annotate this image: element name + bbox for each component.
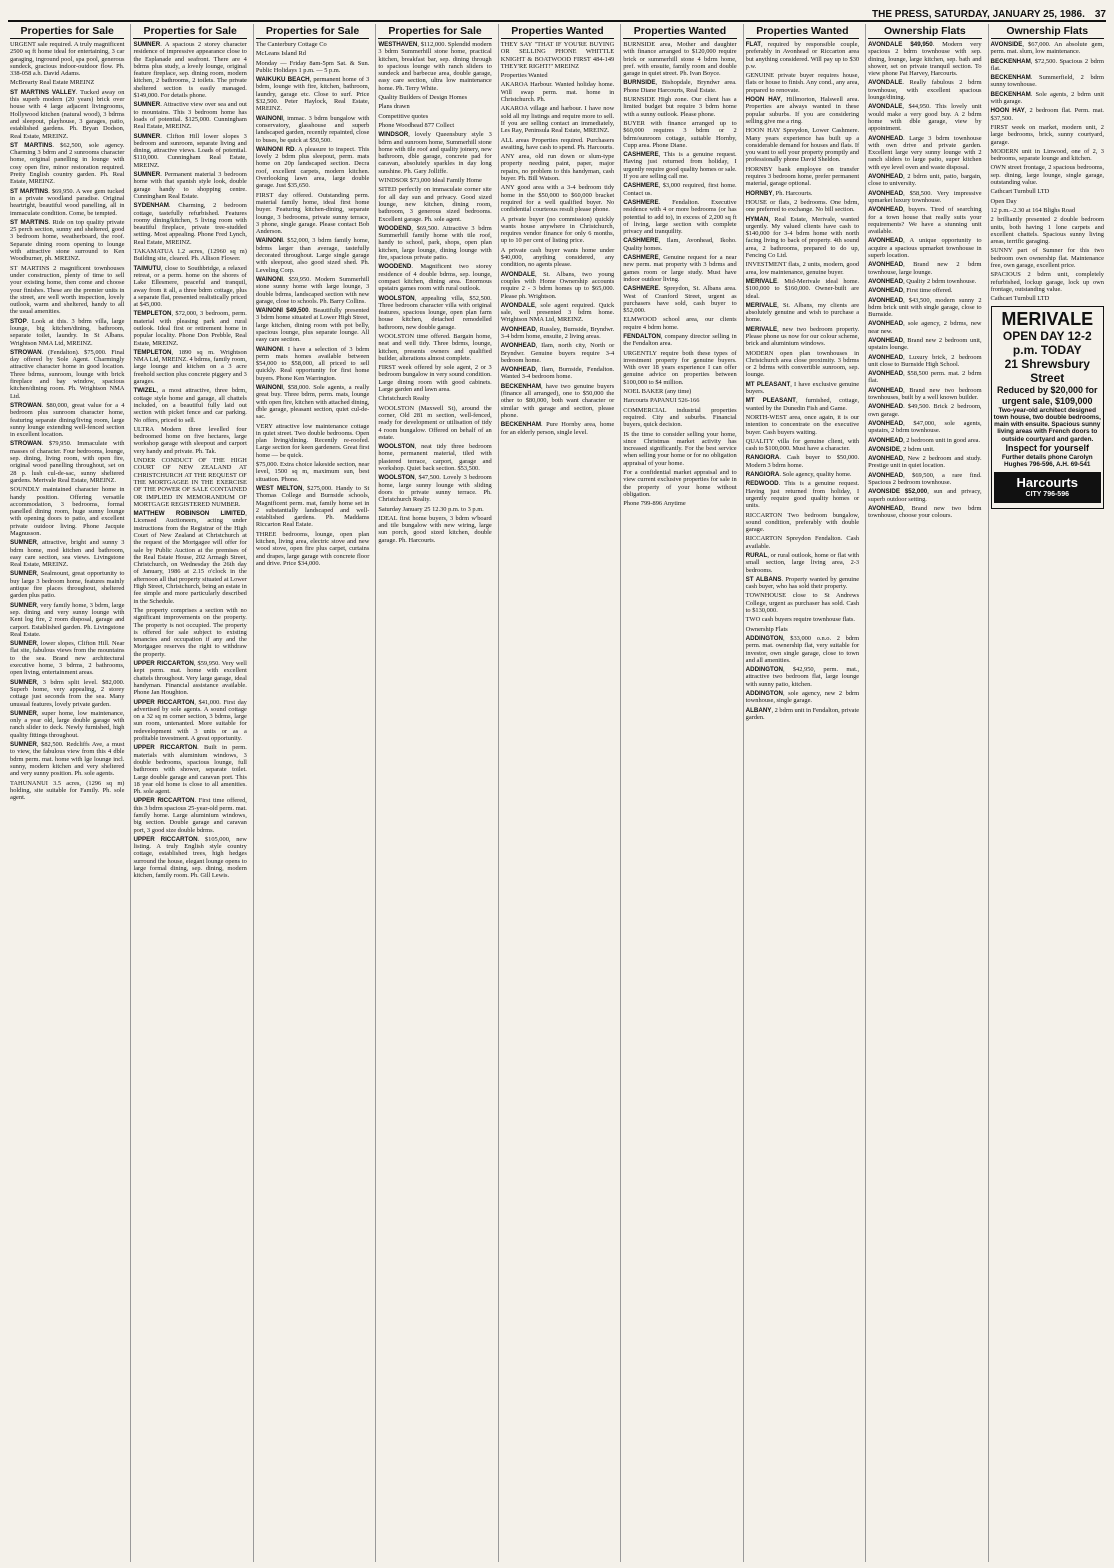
classified-ad: Cathcart Turnbull LTD	[990, 188, 1050, 196]
classified-ad: AVONSIDE $52,000, sun and privacy, superb outdoor setting.	[868, 488, 982, 503]
classified-ad: WAINONI, immac. 3 bdrm bungalow with conservatory, glasshouse and superb landscaped garden, recently repainted, close to buses, be quick at $50,500.	[255, 114, 370, 144]
classified-ad: SUMNER, Sealmount, great opportunity to buy large 3 bedroom home, features mainly antique fire places throughout, sheltered garden plus patio.	[10, 570, 125, 600]
classified-ad: UPPER RICCARTON, $41,000. First day advertised by sole agents. A sound cottage on a 32 sq m corner section, 3 bdrms, large sun room, untenanted. More suitable for redevelopment with 3 units or as a profitable investment. A great opportunity.	[133, 698, 247, 743]
classified-ad: SYDENHAM. Charming, 2 bedroom cottage, tastefully refurbished. Features roomy dining/kitchen, 5 living room with beautiful fireplace, private tree-studded setting. Most appealing. Phone Fred Lynch, Real Estate, MREINZ.	[133, 202, 247, 246]
classified-ad: MODERN open plan townhouses in Christchurch area close proximity. 3 bdrms or 2 bdrms with convertible sunroom, sep. lounge.	[745, 349, 860, 379]
classified-ad: MERIVALE. Mid-Merivale ideal home. $100,000 to $160,000. Owner-built are ideal.	[745, 277, 860, 300]
classified-ad: NORTH-WEST area, once again, it is our intention to concentrate on the executive buyer. Cash buyers waiting.	[745, 413, 860, 436]
column-7	[743, 24, 861, 1562]
classified-ad: 12 p.m.–2.30 at 164 Blighs Road	[990, 206, 1076, 214]
column-heading: Properties for Sale	[378, 24, 491, 39]
classified-ad: ALL areas Properties required. Purchasers awaiting, have cash to spend. Ph. Harcourts.	[500, 136, 615, 151]
classified-ad: Phone 799-896 Anytime	[623, 500, 686, 508]
classified-ad: SITED perfectly on immaculate corner site for all day sun and privacy. Good sized lounge, new kitchen, dining room, bathroom, 3 generous sized bedrooms. Excellent garage. Ph. sole agent.	[378, 186, 492, 223]
classified-ad: ELMWOOD school area, our clients require 4 bdrm home.	[623, 316, 737, 331]
classified-ad: SUMNER. Attractive view over sea and out to mountains. This 3 bedroom home has loads of potential. $125,000. Cunningham Real Estate, MREINZ.	[133, 101, 247, 131]
classified-ad: WEST MELTON, $275,000. Handy to St Thomas College and Burnside schools, Magnificent perm. mat, family home set in 2 substantially landscaped and well-established gardens. Ph. Maddams Riccarton Real Estate.	[255, 484, 370, 529]
merivale-reduced: Reduced by $20,000 for urgent sale, $109,000	[996, 384, 1098, 406]
classified-ad: BECKENHAM, have two genuine buyers (finance all arranged), one to $50,000 the other to $80,000, both want character or similar with garage and section, please phone.	[500, 382, 615, 419]
classified-ad: HOON HAY Spreydon, Lower Cashmere. Many years experience has built up a considerable demand for houses and flats. If you want to sell your property promptly and professionally phone David Sheldon.	[745, 127, 860, 164]
classified-ad: AVONDALE, $44,950. This lovely unit would make a very good buy. A 2 bdrm home with dble garage, view by appointment.	[868, 103, 982, 133]
classified-ad: McBrearty Real Estate MREINZ	[10, 79, 95, 87]
classified-ad: SUMNER. Clifton Hill lower slopes 3 bedroom and sunroom, separate living and dining, attractive views. Loads of potential. $110,000. Cunningham Real Estate, MREINZ.	[133, 132, 247, 169]
classified-ad: Phone Woodhead 877 Collect	[378, 121, 455, 129]
classified-ad: RICCARTON Two bedroom bungalow, sound condition, preferably with double garage.	[745, 511, 860, 534]
classified-ad: BURNSIDE area, Mother and daughter with finance arranged to $120,000 require brick or summerhill stone 4 bdrm home, pref. with ensuite, family room and double garage in quiet street. Ph. Ivan Boyce.	[623, 41, 737, 78]
classified-ad: WOOLSTON, $47,500. Lovely 3 bedroom home, large sunny lounge with sliding doors to private sunny terrace. Ph. Christchurch Realty.	[378, 474, 492, 504]
merivale-inspect: Inspect for yourself	[1005, 442, 1090, 453]
classified-ad: AVONHEAD, A unique opportunity to acquire a spacious upmarket townhouse in superb location.	[868, 237, 982, 260]
classified-ad: TAHUNANUI 3.5 acres, (1296 sq m) holding, site suitable for Family. Ph. sole agent.	[10, 779, 125, 802]
classified-ad: TAKAMATUA 1.2 acres, (12960 sq m) Building site, cleared. Ph. Allison Flower.	[133, 248, 247, 263]
classified-ad: HOUSE or flats, 2 bedrooms. One bdrm, one preferred to exchange. No bill section.	[745, 198, 860, 214]
classified-ad: CASHMERE, This is a genuine request. Having just returned from holiday, I urgently require good quality homes or sale. If you are selling call me.	[623, 151, 737, 181]
classified-ad: AVONHEAD, Brand new 2 bedroom unit, upstairs lounge.	[868, 336, 982, 352]
column-heading: Properties Wanted	[501, 24, 614, 39]
classified-ad: FIRST week on market, modern unit, 2 large bedrooms, brick, sunny courtyard, garage.	[990, 123, 1104, 146]
column-heading: Ownership Flats	[868, 24, 981, 39]
classified-ad: ST MARTINS. $62,500, sole agency. Charming 3 bdrm and 2 sunrooms character home, original panelling in lounge with cosy open fire, minor restoration required. Pretty English country garden. Ph. Real Estate, MREINZ.	[10, 141, 125, 186]
classified-ad: Open Day	[990, 197, 1017, 205]
classified-ad: ALBANY, 2 bdrm unit in Fendalton, private garden.	[745, 706, 860, 721]
merivale-contact: Further details phone Carolyn Hughes 796-596, A.H. 69-541	[1001, 453, 1093, 469]
classified-ad: AVONHEAD, New 2 bedroom and study. Prestige unit in quiet location.	[868, 455, 982, 470]
classified-ad: OWN street frontage, 2 spacious bedrooms, sep. dining, large lounge, single garage, outstanding value.	[990, 164, 1104, 187]
classified-ad: BURNSIDE High zone. Our client has a limited budget but require 3 bdrm home with a sunny outlook. Please phone.	[623, 96, 737, 118]
classified-ad: COMMERCIAL industrial properties required. City and suburbs. Financial buyers, quick decision.	[623, 406, 737, 429]
column-heading: Properties Wanted	[623, 24, 736, 39]
classified-ad: STROWAN. $80,000, great value for a 4 bedroom plus sunroom character home, featuring separate dining/living room, large sunny lounge extending well-fenced section in excellent location.	[10, 401, 125, 439]
column-4	[375, 24, 493, 1562]
classified-ad: SOUNDLY maintained character home in handy position. Offering versatile accommodation, 3 bedrooms, formal panelled dining room, huge sunny lounge with opening doors to patio, and excellent private outdoor living. Phone Jacquie Magnusson.	[10, 486, 125, 537]
classified-ad: REDWOOD. This is a genuine request. Having just returned from holiday, I urgently require good quality homes or units.	[745, 480, 860, 510]
classified-ad: VERY attractive low maintenance cottage in quiet street. Two double bedrooms. Open plan living/dining. Recently re-roofed. Large section for keen gardeners. Great first home — be quick.	[255, 422, 370, 459]
classified-ad: TEMPLETON, 1890 sq m. Wrightson NMA Ltd, MREINZ. 4 bdrms, family room, large lounge and kitchen on a 3 acre freehold section plus concrete piggery and 3 garages.	[133, 348, 247, 386]
classified-ad: WOODEND, $69,500. Attractive 3 bdrm Summerhill family home with tile roof, handy to school, park, shops, open plan kitchen, large lounge, dining lounge with fire, spacious private patio.	[378, 224, 492, 262]
classified-ad: MT PLEASANT, I have exclusive genuine buyers.	[745, 380, 860, 396]
classified-ad: BECKENHAM, $72,500. Spacious 2 bdrm flat.	[990, 57, 1104, 72]
classified-ad: NOEL BAKER (any time)	[623, 388, 692, 396]
classified-ad: UPPER RICCARTON. First time offered, this 3 bdrm spacious 25-year-old perm. mat. family home. Large aluminium windows, big section. Double garage and caravan port, 3 good size double bdrms.	[133, 797, 247, 834]
classified-ad: SUMNER, super home, low maintenance, only a year old, large double garage with ranch slider to deck. Newly furnished, high quality fittings throughout.	[10, 709, 125, 739]
classified-ad: MT PLEASANT, furnished, cottage, wanted by the Dunedin Fish and Game.	[745, 397, 860, 412]
classified-ad: UPPER RICCARTON, $59,950. Very well kept perm. mat. home with excellent chattels throughout. Very large garage, ideal handyman. Financial assistance available. Phone Jan Houghton.	[133, 660, 247, 697]
classified-ad: ST MARTINS. Ride on top quality private 25 perch section, sunny and sheltered, good 3 bedroom home, weatherboard, the roof. Separate dining room opening to lounge with attractive stone surround to Ken Woodburner, ph. MREINZ.	[10, 218, 125, 263]
classified-ad: AVONDALE. Really fabulous 2 bdrm townhouse, with excellent spacious lounge/dining.	[868, 79, 982, 102]
classified-ad: ST ALBANS. Property wanted by genuine cash buyer, who has sold their property.	[745, 575, 860, 591]
classified-ad: ANY area, old run down or slum-type property needing paint, paper, major repairs, no problem to this handyman, cash buyer. Ph. Bill Watson.	[500, 153, 615, 183]
classified-ad: ST MARTINS. $69,950. A wee gem tucked in a private woodland paradise. Original heartright, beautiful wood panelling, all in immaculate condition. Come, be tempted.	[10, 187, 125, 217]
classified-ad: AVONHEAD, First time offered.	[868, 287, 953, 295]
classified-ad: MODERN unit in Linwood, one of 2, 3 bedrooms, separate lounge and kitchen.	[990, 147, 1104, 163]
classified-ad: AVONSIDE, $67,000. An absolute gem, perm. mat. slum, low maintenance.	[990, 41, 1104, 56]
classified-ad: AVONHEAD, $47,000, sole agents, upstairs, 2 bdrm townhouse.	[868, 419, 982, 435]
classified-ad: AVONHEAD, buyers. Tired of searching for a town house that really suits your requirements? We have a stunning unit available.	[868, 206, 982, 236]
classified-ad: WOOLSTON, neat tidy three bedroom home, permanent material, tiled with plastered terrace, carport, garage and workshop. Quiet back section. $53,500.	[378, 443, 492, 473]
classified-ad: SUMNER. Permanent material 3 bedroom home with that spanish style look, double garage handy to shopping centre. Cunningham Real Estate.	[133, 171, 247, 200]
classified-ad: WAINONI. $59,950. Modern Summerhill stone sunny home with large lounge, 3 double bdrms, landscaped section with new garage, close to schools. Ph. Barry Collins.	[255, 275, 370, 305]
classified-ad: AVONHEAD, sole agency, 2 bdrms, new near new.	[868, 320, 982, 335]
classified-ad: FLAT, required by responsible couple, preferably in Avonhead or Riccarton area but anything considered. Will pay up to $30 p.w.	[745, 41, 860, 70]
classified-ad: AVONDALE $49,950. Modern very spacious 2 bdrm townhouse with sep. dining, lounge, large kitchen, sep. bath and shower, set on private tranquil section. To view phone Pat Harvey, Harcourts.	[868, 41, 982, 78]
classified-ad: AKAROA Harbour. Wanted holiday home. Will swap perm. mat. home in Christchurch. Ph.	[500, 81, 615, 104]
merivale-headline: MERIVALE	[1001, 308, 1094, 329]
classified-ad: WAINONI. I have a selection of 3 bdrm perm mats homes available between $54,000 to $58,000, all priced to sell quickly. Real opportunity for first home buyers. Phone Ken Warrington.	[255, 345, 370, 382]
classified-ad: WAINONI RD. A pleasure to inspect. This lovely 2 bdrm plus sleepout, perm. mats home on 20p landscaped section. Decra roof, excellent carpets, modern kitchen. Overlooking lawn area, large double garage. Just $35,650.	[255, 145, 370, 190]
classified-ad: Harcourts PAPANUI 526-166	[623, 397, 700, 405]
merivale-body: Two-year-old architect designed town house, two double bedrooms, main with ensuite. Spacious sunny living areas with French doors to outside courtyard and garden.	[993, 406, 1101, 443]
classified-ad: BUYER with finance arranged up to $60,000 requires 3 bdrm or 2 bdrm/sunroom cottage, suitable Hornby, Cupp area. Phone Diane.	[623, 119, 737, 149]
classified-ad: SPACIOUS 2 bdrm unit, completely refurbished, lockup garage, lock up own frontage, outstanding value.	[990, 271, 1104, 293]
page-number: 37	[1094, 9, 1106, 20]
classified-ad: ADDINGTON, $42,950, perm. mat., attractive two bedroom flat, large lounge with sunny patio, kitchen.	[745, 666, 860, 688]
classified-ad: UPPER RICCARTON. Built in perm. materials with aluminium windows, 3 double bedrooms, spacious lounge, full bathroom with shower, separate toilet. Large double garage and caravan port. This 18 year old home is close to all amenities. Ph. sole agent.	[133, 744, 247, 796]
classified-ad: STROWAN. $79,950. Immaculate with masses of character. Four bedrooms, lounge, sep. dining, living room, with open fire, original wood panelling throughout, set on 28 p. lush cul-de-sac, sunny sheltered gardens. Merivale Real Estate, MREINZ.	[10, 440, 125, 484]
classified-ad: AVONHEAD, $43,500, modern sunny 2 bdrm brick unit with single garage, close to Burnside.	[868, 296, 982, 319]
classified-ad: BURNSIDE, Bishopdale, Bryndwr area. Phone Diane Harcourts, Real Estate.	[623, 79, 737, 94]
classified-ad: RANGIORA. Cash buyer to $50,000. Modern 3 bdrm home.	[745, 454, 860, 469]
classified-ad: Competitive quotes	[378, 112, 429, 120]
column-heading: Ownership Flats	[991, 24, 1104, 39]
column-heading: Properties for Sale	[10, 24, 124, 39]
classified-ad: AVONDALE, sole agent required. Quick sale, well presented 3 bdrm home. Wrightson NMA Ltd, MREINZ.	[500, 301, 615, 324]
classified-ad: MERIVALE, new two bedroom property. Please phone us now for our colour scheme, brick and aluminium windows.	[745, 325, 860, 348]
classified-ad: AVONHEAD, Brand new two bdrm townhouse, choose your colours.	[868, 504, 982, 520]
classified-ad: WINDSOR, lovely Queensbury style 3 bdrm and sunroom home, Summerhill stone home with tile roof and quality joinery, new bathroom, dble garage, concrete pad for caravan, absolutely sparkles in day long sunshine. Ph. Gary Jolliffe.	[378, 131, 492, 175]
classified-ad: STROWAN. (Fendalton). $75,000. Final day offered by Sole Agent. Charmingly attractive character home in good location. Three bdrms, sunroom, lounge with brick fireplace and bay window, spacious kitchen/dining room. Ph. Wrightson NMA Ltd.	[10, 348, 125, 400]
classified-ad: URGENTLY require both these types of investment property for genuine buyers. With over 18 years experience I can offer genuine advice on properties between $100,000 to $4 million.	[623, 349, 737, 386]
column-8	[865, 24, 983, 1562]
classified-ad: AVONHEAD, 2 bedroom unit in good area.	[868, 436, 981, 444]
classified-ad: ANY good area with a 3-4 bedroom tidy home in the $50,000 to $60,000 bracket required for a well qualified buyer. No confidential courteous result please phone.	[500, 184, 615, 214]
classified-ad: TAIMUTU, close to Southbridge, a relaxed retreat, or a perm. home on the shores of Lake Ellesmere, peaceful and tranquil, away from it all, a three bdrm cottage, plus a separate flat, presented realistically priced at $45,000.	[133, 264, 247, 309]
classified-ad: CASHMERE, Genuine request for a near new perm. mat property with 3 bdrms and games room or large study. Must have indoor outdoor living.	[623, 254, 737, 283]
classified-ad: INVESTMENT flats, 2 units, modern, good area, low maintenance, genuine buyer.	[745, 261, 860, 276]
classified-columns	[8, 24, 1106, 1562]
classified-ad: AVONHEAD. $49,500. Brick 2 bedroom, own garage.	[868, 403, 982, 418]
column-1	[8, 24, 126, 1562]
column-3	[253, 24, 371, 1562]
classified-ad: CASHMERE, Ilam, Avonhead, Ikoho. Quality homes.	[623, 237, 737, 252]
classified-ad: WOOLSTON, appealing villa, $52,500. Three bedroom character villa with original features, spacious lounge, open plan farm house kitchen, detached remodelled bathroom, new double garage.	[378, 294, 492, 331]
classified-ad: HORNBY, Ph. Harcourts.	[745, 189, 813, 197]
classified-ad: CASHMERE. Fendalton. Executive residence with 4 or more bedrooms (or has potential to add to), in excess of 2,200 sq ft of living, large section with complete privacy and tranquility.	[623, 198, 737, 236]
classified-ad: 2 brilliantly presented 2 double bedroom units, both having 1 lone carpets and excellent chattels. Spacious sunny living areas, terrific garaging.	[990, 216, 1104, 246]
classified-ad: The property comprises a section with no significant improvements on the property. The property is not occupied. The property is offered for sale subject to existing tenancies and occupation if any and the Mortgagee reserves the right to withdraw the property.	[133, 606, 247, 658]
classified-ad: WAINONI $49,500. Beautifully presented 3 bdrm home situated at Lower High Street, large kitchen, dining room with pot belly, spacious lounge, plus separate lounge. All easy care section.	[255, 307, 370, 344]
masthead	[8, 4, 1106, 22]
classified-ad: Saturday January 25 12.30 p.m. to 3 p.m.	[378, 505, 484, 513]
classified-ad: FENDALTON, company director selling in the Fendalton area.	[623, 332, 737, 348]
column-6	[620, 24, 738, 1562]
classified-ad: HOON HAY, 2 bedroom flat. Perm. mat. $37,500.	[990, 107, 1104, 122]
classified-ad: TWO cash buyers require townhouse flats.	[745, 616, 855, 624]
classified-ad: GENUINE private buyer requires house, flats or house to finish. Any cond., any area, prepared to renovate.	[745, 72, 860, 94]
classified-ad: CASHMERE, $3,000 required, first home. Contact us.	[623, 182, 737, 197]
classified-ad: WOODEND. Magnificent two storey residence of 4 double bdrms, sep. lounge, compact kitchen, dining area. Enormous upstairs games room with rural outlook.	[378, 263, 492, 293]
merivale-open-day-ad	[991, 306, 1104, 509]
classified-ad: WOOLSTON time offered. Bargain home, neat and well tidy. Three bdrms, lounge, kitchen, presents owners and qualified builder, alterations almost complete.	[378, 332, 492, 362]
classified-ad: RICCARTON Spreydon Fendalton. Cash available.	[745, 535, 860, 550]
classified-ad: AVONDALE, St. Albans, two young couples with Home Ownership accounts require 2 - 3 bdrm homes up to $65,000. Please ph. Wrightson.	[500, 270, 615, 300]
classified-ad: SUMNER, very family home, 3 bdrm, large sep. dining and very sunny lounge with Kent log fire, 2 room disposal, garage and carport. Established garden. Ph. Livingstone Real Estate.	[10, 601, 125, 638]
classified-ad: WOOLSTON (Maxwell St), around the corner, Old 281 m section, well-fenced, ready for development or utilisation of tidy 4 room bungalow. Offered on behalf of an estate.	[378, 404, 492, 441]
classified-ad: UNDER CONDUCT OF THE HIGH COURT OF NEW ZEALAND AT CHRISTCHURCH AT THE REQUEST OF THE MORTGAGEE IN THE EXERCISE OF THE POWER OF SALE CONTAINED OR IMPLIED IN MEMORANDUM OF MORTGAGE REGISTERED NUMBER.	[133, 457, 247, 508]
classified-ad: BECKENHAM. Sole agents, 2 bdrm unit with garage.	[990, 90, 1104, 106]
classified-ad: AVONHEAD, Quality 2 bdrm townhouse.	[868, 277, 977, 285]
classified-ad: AVONHEAD, Brand new 2 bdrm townhouse, large lounge.	[868, 261, 982, 276]
classified-ad: AVONHEAD, $58,500 perm. mat. 2 bdrm flat.	[868, 370, 982, 385]
classified-ad: CASHMERE. Spreydon, St. Albans area. West of Cranford Street, urgent as purchasers have sold, cash buyer to $52,000.	[623, 285, 737, 315]
classified-ad: ADDINGTON, sole agency, new 2 bdrm townhouse, single garage.	[745, 690, 860, 705]
classified-ad: THEY SAY "THAT IF YOU'RE BUYING OR SELLING PHONE WHITTLE KNIGHT & BOATWOOD FIRST 484-149 THEY'RE RIGHT!" MREINZ	[500, 41, 615, 70]
classified-ad: MERIVALE, St. Albans, my clients are absolutely genuine and wish to purchase a home.	[745, 301, 860, 324]
classified-ad: Plans drawn	[378, 103, 410, 111]
classified-ad: ST MARTINS 2 magnificent townhouses under construction, plenty of time to sell your existing home, then come and choose your finishes. These are the premier units in the street, are well worth inspection, lovely outlook, warm and sheltered, handy to all the usual amenities.	[10, 264, 125, 316]
classified-ad: RANGIORA. Sole agency, quality home.	[745, 471, 852, 479]
classified-ad: AVONHEAD, Ilam, north city, North or Bryndwr. Genuine buyers require 3-4 bedroom home.	[500, 342, 615, 364]
classified-ad: Properties Wanted	[500, 72, 548, 80]
classified-ad: IS the time to consider selling your home, since Christmas market activity has increased significantly. For the best service when selling your home or for no obligation appraisal of your home.	[623, 430, 737, 467]
column-heading: Properties for Sale	[133, 24, 246, 39]
classified-ad: AVONSIDE, 2 bdrm unit.	[868, 445, 935, 453]
classified-ad: TEMPLETON, $72,000, 3 bedroom, perm. material with pleasing park and rural outlook. Ideal first or retirement home in popular locality. Phone Don Prebble, Real Estate, MREINZ.	[133, 310, 247, 347]
harcourts-logo: Harcourts CITY 796-596	[994, 472, 1101, 503]
classified-ad: AVONHEAD, Ilam, Burnside, Fendalton. Wanted 3-4 bedroom home.	[500, 366, 615, 381]
classified-ad: The Canterbury Cottage Co	[255, 41, 327, 48]
column-heading: Properties Wanted	[746, 24, 859, 39]
classified-ad: Monday — Friday 8am-5pm Sat. & Sun. Public Holidays 1 p.m. — 5 p.m.	[255, 59, 370, 74]
classified-ad: AVONHEAD, 2 bdrm unit, patio, bargain, close to university.	[868, 173, 982, 188]
classified-ad: Quality Builders of Design Homes	[378, 94, 468, 102]
classified-ad: AVONHEAD, Luxury brick, 2 bedroom unit close to Burnside High School.	[868, 353, 982, 368]
classified-ad: WAINONI, $58,000. Sole agents, a really great buy. Three bdrm, perm. mats, lounge with open fire, kitchen with attached dining, dble garage, pleasant section, quiet cul-de-sac.	[255, 384, 370, 421]
classified-ad: AVONHEAD. Large 3 bdrm townhouse with own drive and private garden. Excellent large very sunny lounge with 2 ranch sliders to large patio, super kitchen with eye level oven and waste disposal.	[868, 134, 982, 171]
classified-ad: FIRST week offered by sole agent, 2 or 3 bedroom bungalow in very sound condition. Large dining room with good cabinets. Large garden and lawn area.	[378, 364, 492, 394]
publication-line: THE PRESS, SATURDAY, JANUARY 25, 1986.	[872, 9, 1085, 20]
classified-ad: ADDINGTON, $33,000 o.n.o. 2 bdrm perm. mat. ownership flat, very suitable for investor, own single garage, close to town and all amenities.	[745, 634, 860, 664]
classified-ad: IDEAL first home buyers, 3 bdrm w'board and tile bungalow with new wiring, large sun porch, good sized kitchen, double garage. Ph. Harcourts.	[378, 514, 492, 544]
classified-ad: A private buyer (no commission) quickly wants house anywhere in Christchurch, requires vendor finance for only 6 months, up to 10 per cent of listing price.	[500, 215, 615, 245]
classified-ad: SUMNER, $82,500. Redcliffs Ave, a must to view, the fabulous view from this 4 dble bdrm perm. mat. home with lge lounge incl. sunny, modern kitchen and very sheltered and very sunny position. Ph. sole agents.	[10, 741, 125, 778]
classified-ad: URGENT sale required. A truly magnificent 2500 sq ft home ideal for entertaining, 3 car garaging, inground pool, spa pool, generous sundeck, gracious indoor-outdoor flow. Ph. 338-058 a.h. David Adams.	[10, 41, 125, 78]
classified-ad: AVONHEAD, Russley, Burnside, Bryndwr. 3-4 bdrm home, ensuite, 2 living areas.	[500, 325, 615, 340]
column-9	[988, 24, 1106, 1562]
classified-ad: ST MARTINS VALLEY. Tucked away on this superb modern (20 years) brick over house with 4 large adjacent livingrooms, Hollywood kitchen (natural wood), 3 bdrms and sleepout, playhouse, 3 garages, patio, established gardens. Ph. Bryan Dodson, Real Estate, MREINZ.	[10, 88, 125, 140]
classified-ad: AKAROA village and harbour. I have now sold all my listings and require more to sell. If you are selling contact an immediately, Les Ray, Peninsula Real Estate, MREINZ.	[500, 105, 615, 135]
classified-ad: A private cash buyer wants home under $40,000, anything considered, any condition, no agents please.	[500, 246, 615, 269]
classified-ad: AVONHEAD, Brand new two bedroom townhouses, built by a well known builder.	[868, 386, 982, 402]
classified-ad: HOON HAY, Hillmorton, Halswell area. Properties are always wanted in these popular suburbs. If you are considering selling give me a ring.	[745, 96, 860, 125]
classified-ad: BECKENHAM. Pure Hornby area, home for an elderly person, single level.	[500, 421, 615, 436]
classified-ad: SUNNY part of Sumner for this two bedroom own ownership flat. Maintenance free, own garage, excellent price.	[990, 247, 1104, 270]
classified-ad: WINDSOR $73,000 Ideal Family Home	[378, 177, 482, 185]
column-5	[498, 24, 616, 1562]
classified-ad: HORNBY bank employee on transfer requires 3 bedroom home, prefer permanent material, garage optional.	[745, 165, 860, 188]
classified-ad: AVONHEAD, $58,500. Very impressive upmarket luxury townhouse.	[868, 189, 982, 204]
classified-ad: SUMNER. A spacious 2 storey character residence of impressive appearance close to the Esplanade and seafront. There are 4 bdrms plus study, a lovely lounge, original feature fireplace, sep. dining room, modern kitchen, 2 bathrooms, 2 toilets. The private sheltered section is easily managed. $149,000. For details phone.	[133, 41, 247, 100]
classified-ad: FIRST day offered. Outstanding perm. material family home, ideal first home buyer. Featuring kitchen-dining, separate lounge, 3 bedrooms, private sunny terrace, 3 phone, single garage. Please contact Bob Anderson.	[255, 191, 370, 236]
classified-ad: Christchurch Realty	[378, 395, 430, 403]
classified-ad: AVONHEAD, $69,500, a rare find. Spacious 2 bedroom townhouse.	[868, 471, 982, 487]
merivale-openday: OPEN DAY 12-2 p.m. TODAY	[1002, 328, 1092, 357]
classified-ad: SUMNER, attractive, bright and sunny 3 bdrm home, mod kitchen and bathroom, easy care section, sea views. Livingstone Real Estate, MREINZ.	[10, 539, 125, 569]
merivale-address: 21 Shrewsbury Street	[1004, 356, 1090, 385]
classified-ad: TOWNHOUSE close to St Andrews College, urgent as purchaser has sold. Cash to $130,000.	[745, 592, 860, 615]
classified-ad: TWIZEL, a most attractive, three bdrm, cottage style home and garage, all chattels included, on a beautiful fully laid out section with picket fence and car parking. No offers, priced to sell.	[133, 387, 247, 424]
classified-ad: STOP. Look at this. 3 bdrm villa, large lounge, big kitchen/dining, bathroom, separate toilet, laundry. In St Albans. Wrightson NMA Ltd, MREINZ.	[10, 317, 125, 347]
classified-ad: ULTRA Modern three levelled four bedroomed home on five hectares, large workshop garage with sleepout and carport very handy and private. Ph. Tak.	[133, 425, 247, 455]
classified-ad: For a confidential market appraisal and to view current exclusive properties for sale in the property of your home without obligation.	[623, 469, 737, 498]
classified-ad: McLeans Island Rd	[255, 50, 306, 58]
column-heading: Properties for Sale	[256, 24, 369, 39]
classified-ad: THREE bedrooms, lounge, open plan kitchen, living area, electric stove and new wood stove, open fire plus carpet, curtains and drapes, large garage with concrete floor and drive. Price $34,000.	[255, 530, 370, 567]
classified-ad: Ownership Flats	[745, 625, 788, 633]
classified-ad: $75,000. Extra choice lakeside section, near level, 1500 sq m, maximum sun, best situation. Phone.	[255, 461, 370, 483]
classified-ad: Cathcart Turnbull LTD	[990, 295, 1050, 303]
classified-ad: WAIKUKU BEACH, permanent home of 3 bdrm, lounge with fire, kitchen, bathroom, laundry, garage etc. Close to surf. Price $32,500. Peter Haylock, Real Estate, MREINZ.	[255, 76, 370, 113]
classified-ad: RURAL, or rural outlook, home or flat with small section, large living area, 2-3 bedrooms.	[745, 552, 860, 574]
classified-ad: QUALITY villa for genuine client, with cash to $100,000. Must have a character.	[745, 437, 860, 453]
classified-ad: WAINONI. $52,000, 3 bdrm family home, bdrms larger than average, tastefully decorated throughout. Large single garage with sleepout, also good sized shed. Ph. Leveling Corp.	[255, 237, 370, 274]
classified-ad: BECKENHAM. Summerfield, 2 bdrm sunny townhouse.	[990, 74, 1104, 89]
classified-ad: WESTHAVEN, $112,000. Splendid modern 3 bdrm Summerhill stone home, practical kitchen, breakfast bar, sep. dining through to spacious lounge with ranch sliders to sundeck and barbecue area, double garage, easy care section, ultra low maintenance home. Ph. Terry White.	[378, 41, 492, 92]
column-2	[130, 24, 248, 1562]
classified-ad: MATTHEW ROBINSON LIMITED, Licensed Auctioneers, acting under instructions from the Registrar of the High Court of New Zealand at Christchurch at the request of the Mortgagee will offer for sale by Public Auction at the premises of the Real Estate House, 202 Armagh Street, Christchurch, on Wednesday the 26th day of January, 1986 at 2.15 o'clock in the afternoon all that property situated at Lower High Street, Christchurch, being an estate in fee simple and more particularly described in the Schedule.	[133, 510, 247, 605]
classified-ad: UPPER RICCARTON. $105,000, new listing. A truly English style country cottage, established trees, high hedges surround the house, elegant lounge opens to large formal dining, sep. dining, modern kitchen, family room. Ph. Gill Lewis.	[133, 835, 247, 880]
classified-ad: SUMNER, lower slopes, Clifton Hill. Near flat site, fabulous views from the mountains to the sea. Brand new architectural executive home, 3 bdrms, 2 bathrooms, open living, entertainment areas.	[10, 640, 125, 677]
classified-ad: SUMNER, 3 bdrm split level. $82,000. Superb home, very appealing, 2 storey cottage just seconds from the sea. Many unusual features, lovely private garden.	[10, 678, 125, 708]
classified-ad: HYMAN, Real Estate, Merivale, wanted urgently. My valued clients have cash to $140,000 for 3-4 bdrm home with north facing living to back of property. 4th sound area, 2 bathrooms, prepared to do up, Fencing Co Ltd.	[745, 215, 860, 260]
